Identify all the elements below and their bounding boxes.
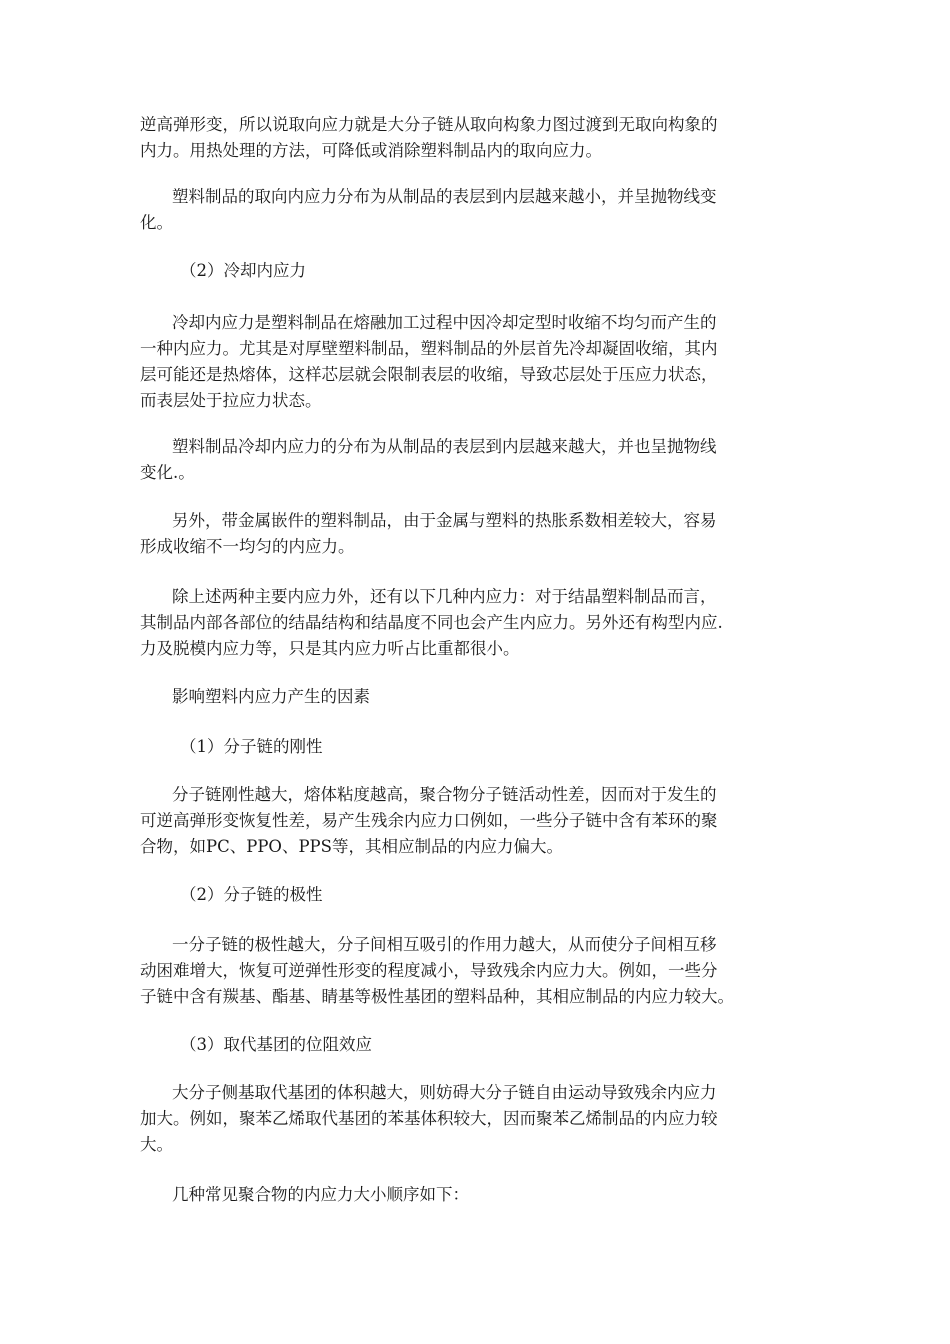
subheading-text: （2）分子链的极性 (180, 885, 323, 904)
paragraph-metal-inserts (140, 508, 820, 560)
section-heading-factors (140, 684, 820, 710)
text-line: 逆高弹形变，所以说取向应力就是大分子链从取向构象力图过渡到无取向构象的 (140, 115, 718, 134)
paragraph-steric-effect (140, 1080, 820, 1158)
text-line: 变化.。 (140, 463, 195, 482)
text-line: 而表层处于拉应力状态。 (140, 391, 322, 410)
paragraph-stress-order (140, 1182, 820, 1208)
text-line: 一种内应力。尤其是对厚壁塑料制品，塑料制品的外层首先冷却凝固收缩，其内 (140, 339, 718, 358)
text-line: 可逆高弹形变恢复性差，易产生残余内应力口例如，一些分子链中含有苯环的聚 (140, 811, 718, 830)
subheading-chain-rigidity (180, 734, 323, 760)
subheading-cooling-stress (180, 258, 306, 284)
text-line: 分子链刚性越大，熔体粘度越高，聚合物分子链活动性差，因而对于发生的 (172, 785, 717, 804)
subheading-text: （1）分子链的刚性 (180, 737, 323, 756)
text-line: 大分子侧基取代基团的体积越大，则妨碍大分子链自由运动导致残余内应力 (172, 1083, 717, 1102)
text-line: 除上述两种主要内应力外，还有以下几种内应力：对于结晶塑料制品而言， (172, 587, 717, 606)
paragraph-cooling-distribution (140, 434, 820, 486)
text-line: 几种常见聚合物的内应力大小顺序如下： (172, 1185, 469, 1204)
paragraph-chain-polarity (140, 932, 820, 1010)
text-line: 大。 (140, 1135, 173, 1154)
text-line: 子链中含有羰基、酯基、睛基等极性基团的塑料品种，其相应制品的内应力较大。 (140, 987, 734, 1006)
text-line: 层可能还是热熔体，这样芯层就会限制表层的收缩，导致芯层处于压应力状态， (140, 365, 718, 384)
text-line: 内力。用热处理的方法，可降低或消除塑料制品内的取向应力。 (140, 141, 602, 160)
text-line: 塑料制品冷却内应力的分布为从制品的表层到内层越来越大，并也呈抛物线 (172, 437, 717, 456)
text-line: 影响塑料内应力产生的因素 (172, 687, 370, 706)
subheading-chain-polarity (180, 882, 323, 908)
paragraph-orientation-distribution (140, 184, 820, 236)
text-line: 力及脱模内应力等，只是其内应力听占比重都很小。 (140, 639, 520, 658)
paragraph-cooling-stress (140, 310, 820, 414)
paragraph-chain-rigidity (140, 782, 820, 860)
text-line: 加大。例如，聚苯乙烯取代基团的苯基体积较大，因而聚苯乙烯制品的内应力较 (140, 1109, 718, 1128)
text-line: 塑料制品的取向内应力分布为从制品的表层到内层越来越小，并呈抛物线变 (172, 187, 717, 206)
text-line: 其制品内部各部位的结晶结构和结晶度不同也会产生内应力。另外还有构型内应. (140, 613, 723, 632)
text-line: 冷却内应力是塑料制品在熔融加工过程中因冷却定型时收缩不均匀而产生的 (172, 313, 717, 332)
subheading-steric-effect (180, 1032, 372, 1058)
text-line: 形成收缩不一均匀的内应力。 (140, 537, 355, 556)
text-line: 动困难增大，恢复可逆弹性形变的程度减小，导致残余内应力大。例如，一些分 (140, 961, 718, 980)
text-line: 化。 (140, 213, 173, 232)
subheading-text: （3）取代基团的位阻效应 (180, 1035, 372, 1054)
text-line: 合物，如PC、PPO、PPS等，其相应制品的内应力偏大。 (140, 837, 563, 856)
subheading-text: （2）冷却内应力 (180, 261, 306, 280)
text-line: 另外，带金属嵌件的塑料制品，由于金属与塑料的热胀系数相差较大，容易 (172, 511, 717, 530)
paragraph-other-stresses (140, 584, 820, 662)
text-line: 一分子链的极性越大，分子间相互吸引的作用力越大，从而使分子间相互移 (172, 935, 717, 954)
paragraph-orientation-stress-end (140, 112, 820, 164)
